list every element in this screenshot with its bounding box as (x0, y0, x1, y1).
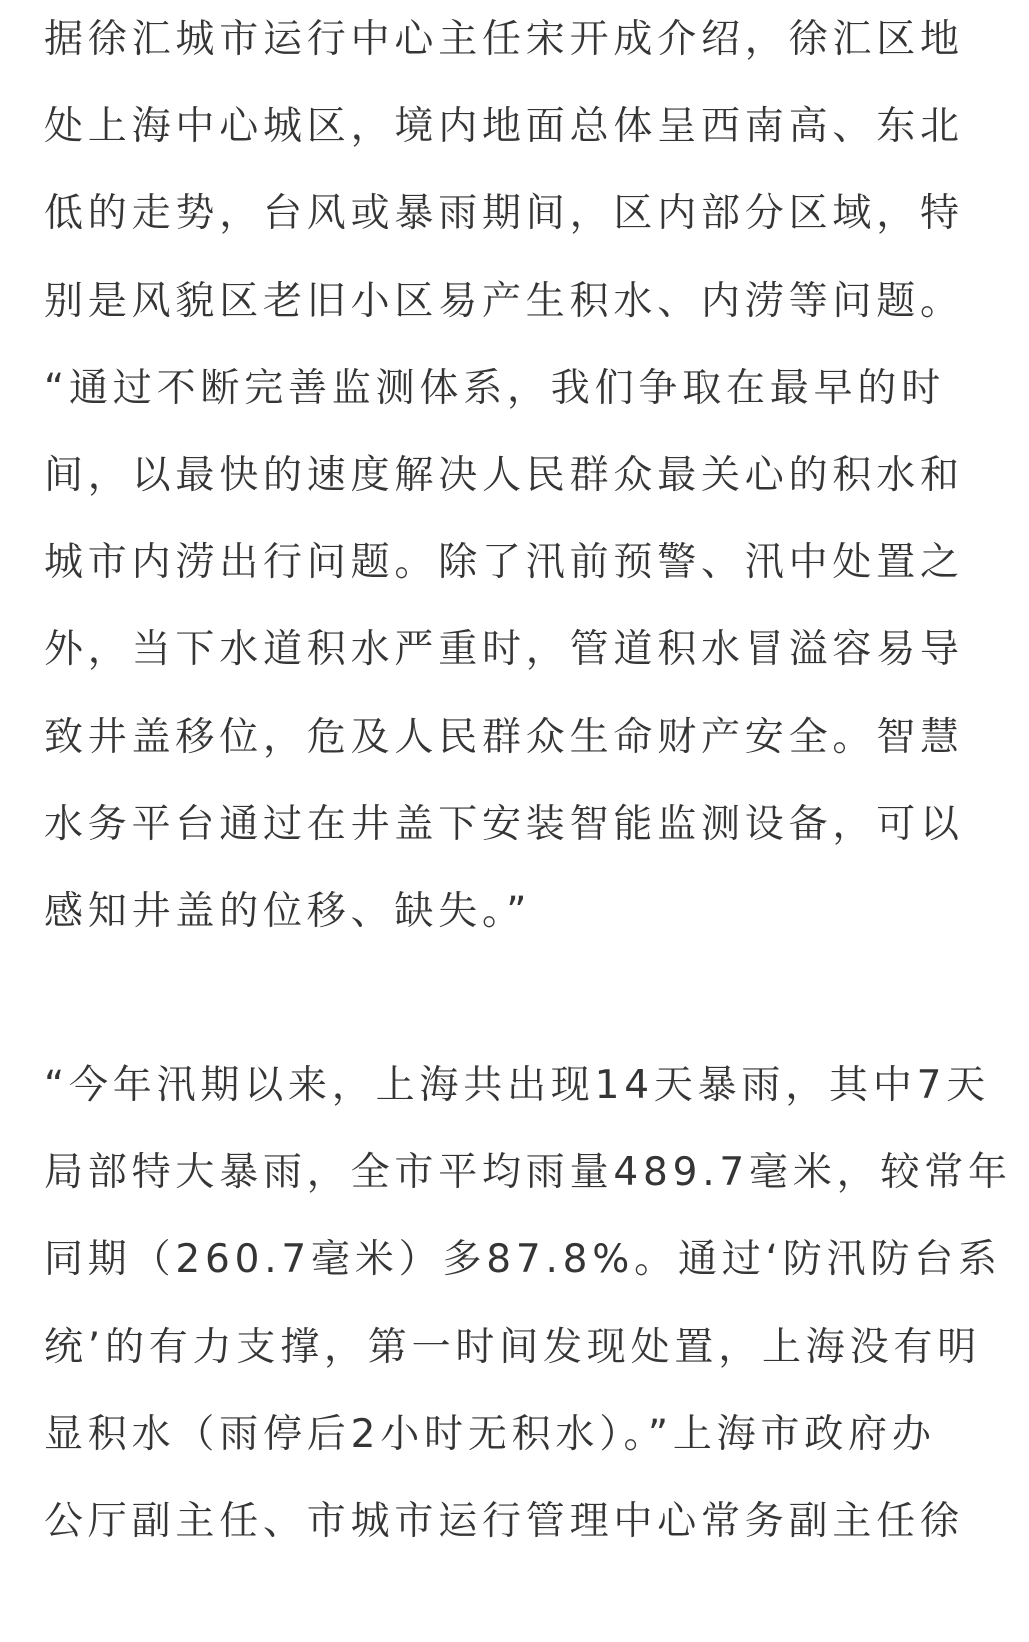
paragraph-2 (44, 1042, 1012, 1565)
text-line: 低的走势，台风或暴雨期间，区内部分区域，特 (44, 191, 964, 237)
text-line: 公厅副主任、市城市运行管理中心常务副主任徐 (44, 1498, 964, 1544)
text-line: “通过不断完善监测体系，我们争取在最早的时 (44, 365, 946, 411)
text-line: 感知井盖的位移、缺失。” (44, 888, 532, 934)
text-line: 水务平台通过在井盖下安装智能监测设备，可以 (44, 801, 964, 847)
paragraph-1 (44, 0, 964, 955)
text-line: 统’的有力支撑，第一时间发现处置，上海没有明 (44, 1324, 981, 1370)
text-line: 据徐汇城市运行中心主任宋开成介绍，徐汇区地 (44, 17, 964, 62)
text-line: 显积水（雨停后2小时无积水）。”上海市政府办 (44, 1411, 936, 1457)
text-line: 处上海中心城区，境内地面总体呈西南高、东北 (44, 104, 964, 150)
text-line: 别是风貌区老旧小区易产生积水、内涝等问题。 (44, 278, 964, 324)
text-line: 局部特大暴雨，全市平均雨量489.7毫米，较常年 (44, 1150, 1012, 1196)
text-line: 同期（260.7毫米）多87.8%。通过‘防汛防台系 (44, 1237, 1002, 1283)
text-line: “今年汛期以来，上海共出现14天暴雨，其中7天 (44, 1063, 991, 1108)
text-line: 外，当下水道积水严重时，管道积水冒溢容易导 (44, 627, 964, 673)
text-line: 致井盖移位，危及人民群众生命财产安全。智慧 (44, 714, 964, 760)
text-line: 间，以最快的速度解决人民群众最关心的积水和 (44, 452, 964, 498)
text-line: 城市内涝出行问题。除了汛前预警、汛中处置之 (44, 540, 964, 586)
